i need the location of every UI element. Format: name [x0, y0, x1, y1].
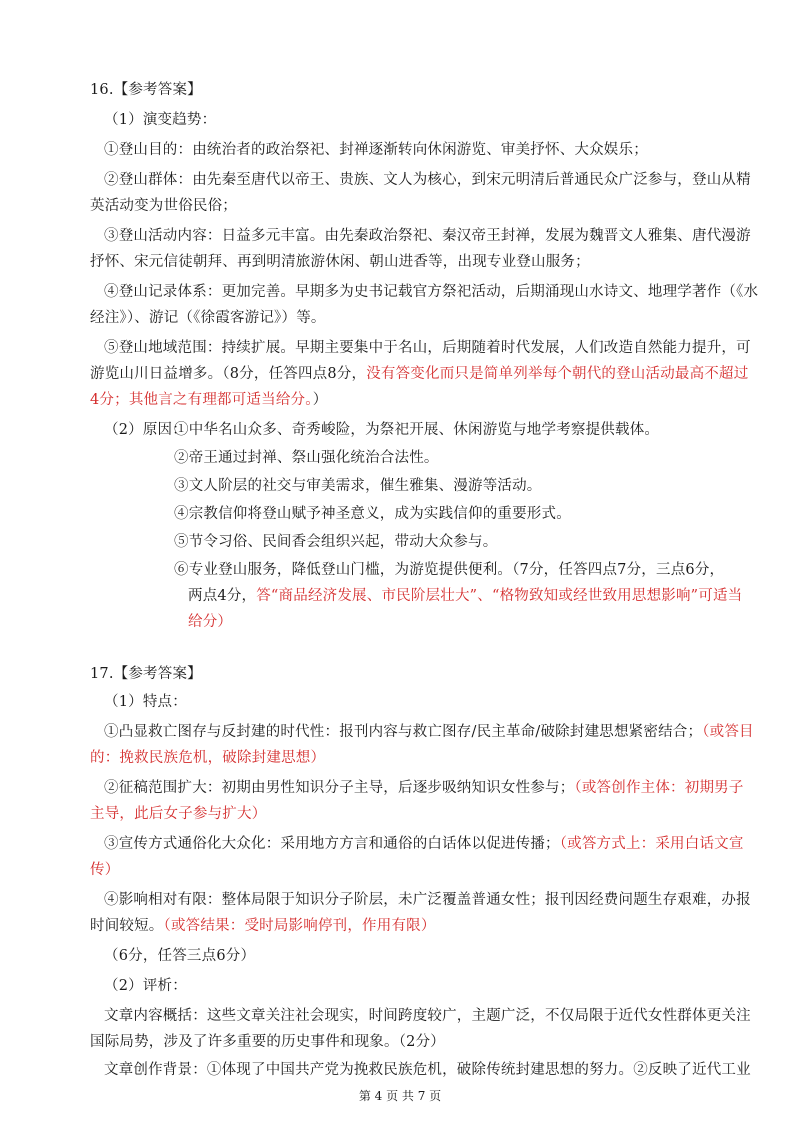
q16-part2-label: （2）原因：: [104, 422, 187, 438]
q16-reason-6-line-1: ⑥专业登山服务，降低登山门槛，为游览提供便利。（7分，任答四点7分，三点6分，: [174, 562, 725, 578]
q16-point-3-line-1: ③登山活动内容：日益多元丰富。由先秦政治祭祀、秦汉帝王封禅，发展为魏晋文人雅集、唐代漫游: [104, 228, 751, 244]
q17-part2-label: （2）评析：: [104, 978, 187, 994]
q16-point-4-line-2: 经注》）、游记（《徐霞客游记》）等。: [90, 310, 326, 326]
q16-point-5-line-2: [90, 364, 748, 384]
q17-feature-2-alt: （或答创作主体：初期男子: [574, 780, 744, 796]
q17-eval-2-line-1: 文章创作背景：①体现了中国共产党为挽救民族危机，破除传统封建思想的努力。②反映了近代工业: [104, 1062, 751, 1078]
q17-feature-4-line-1: ④影响相对有限：整体局限于知识分子阶层，未广泛覆盖普通女性；报刊因经费问题生存艰难，办报: [104, 892, 751, 908]
q16-score-note-2: 两点4分，: [188, 588, 257, 604]
q16-point-4-line-1: ④登山记录体系：更加完善。早期多为史书记载官方祭祀活动，后期涌现山水诗文、地理学著作（《水: [104, 284, 759, 300]
q16-grading-note-cont: 4分；其他言之有理都可适当给分。: [90, 392, 313, 408]
page-footer: 第 4 页 共 7 页: [358, 1089, 442, 1103]
q17-feature-3-line-1: [104, 834, 744, 854]
q17-feature-2-line-2: 主导，此后女子参与扩大）: [90, 806, 267, 822]
q16-point-5-line-3: [90, 390, 327, 410]
q17-feature-3-alt: （或答方式上：采用白话文宣: [559, 836, 744, 852]
q16-reason-1: ①中华名山众多、奇秀峻险，为祭祀开展、休闲游览与地学考察提供载体。: [174, 422, 660, 438]
q17-feature-2-line-1: [104, 778, 744, 798]
q17-feature-4-alt: （或答结果：受时局影响停刊，作用有限）: [163, 918, 436, 934]
q16-grading-note: 没有答变化而只是简单列举每个朝代的登山活动最高不超过: [366, 366, 749, 382]
q17-feature-1-text: ①凸显救亡图存与反封建的时代性：报刊内容与救亡图存/民主革命/破除封建思想紧密结合；: [104, 724, 703, 740]
q16-point-3-line-2: 抒怀、宋元信徒朝拜、再到明清旅游休闲、朝山进香等，出现专业登山服务；: [90, 254, 590, 270]
q16-point-2-line-1: ②登山群体：由先秦至唐代以帝王、贵族、文人为核心，到宋元明清后普通民众广泛参与，登山从精: [104, 172, 751, 188]
q16-score-note: 游览山川日益增多。（8分，任答四点8分，: [90, 366, 367, 382]
q16-reason-3: ③文人阶层的社交与审美需求，催生雅集、漫游等活动。: [174, 478, 542, 494]
q16-reason-4: ④宗教信仰将登山赋予神圣意义，成为实践信仰的重要形式。: [174, 506, 571, 522]
q17-eval-1-line-1: 文章内容概括：这些文章关注社会现实，时间跨度较广，主题广泛，不仅局限于近代女性群体更关注: [104, 1008, 751, 1024]
q16-part1-label: （1）演变趋势：: [104, 112, 217, 128]
q17-feature-1-line-1: [104, 722, 754, 742]
q16-close-paren: ）: [312, 392, 328, 408]
q17-feature-3-line-2: 传）: [90, 862, 120, 878]
q17-heading: 17.【参考答案】: [90, 666, 202, 682]
q17-eval-1-line-2: 国际局势，涉及了许多重要的历史事件和现象。（2分）: [90, 1034, 445, 1050]
q17-feature-3-text: ③宣传方式通俗化大众化：采用地方方言和通俗的白话体以促进传播；: [104, 836, 560, 852]
q17-part1-label: （1）特点：: [104, 694, 187, 710]
q16-reason-6-line-2: [188, 586, 742, 606]
q17-feature-4-text: 时间较短。: [90, 918, 164, 934]
q16-point-5-line-1: ⑤登山地域范围：持续扩展。早期主要集中于名山，后期随着时代发展，人们改造自然能力提升，可: [104, 340, 751, 356]
q16-reason-6-line-3: 给分）: [188, 614, 233, 630]
q16-grading-note-2: 答“商品经济发展、市民阶层壮大”、“格物致知或经世致用思想影响”可适当: [256, 588, 743, 604]
q16-reason-2: ②帝王通过封禅、祭山强化统治合法性。: [174, 450, 439, 466]
q16-point-2-line-2: 英活动变为世俗民俗；: [90, 198, 237, 214]
q16-point-1: ①登山目的：由统治者的政治祭祀、封禅逐渐转向休闲游览、审美抒怀、大众娱乐；: [104, 142, 648, 158]
q17-feature-1-alt: （或答目: [702, 724, 754, 740]
q17-score-note: （6分，任答三点6分）: [104, 948, 256, 964]
q17-feature-1-line-2: 的：挽救民族危机，破除封建思想）: [90, 750, 326, 766]
q16-heading: 16.【参考答案】: [90, 82, 202, 98]
q17-feature-4-line-2: [90, 916, 436, 936]
q17-feature-2-text: ②征稿范围扩大：初期由男性知识分子主导，后逐步吸纳知识女性参与；: [104, 780, 575, 796]
q16-reason-5: ⑤节令习俗、民间香会组织兴起，带动大众参与。: [174, 534, 498, 550]
